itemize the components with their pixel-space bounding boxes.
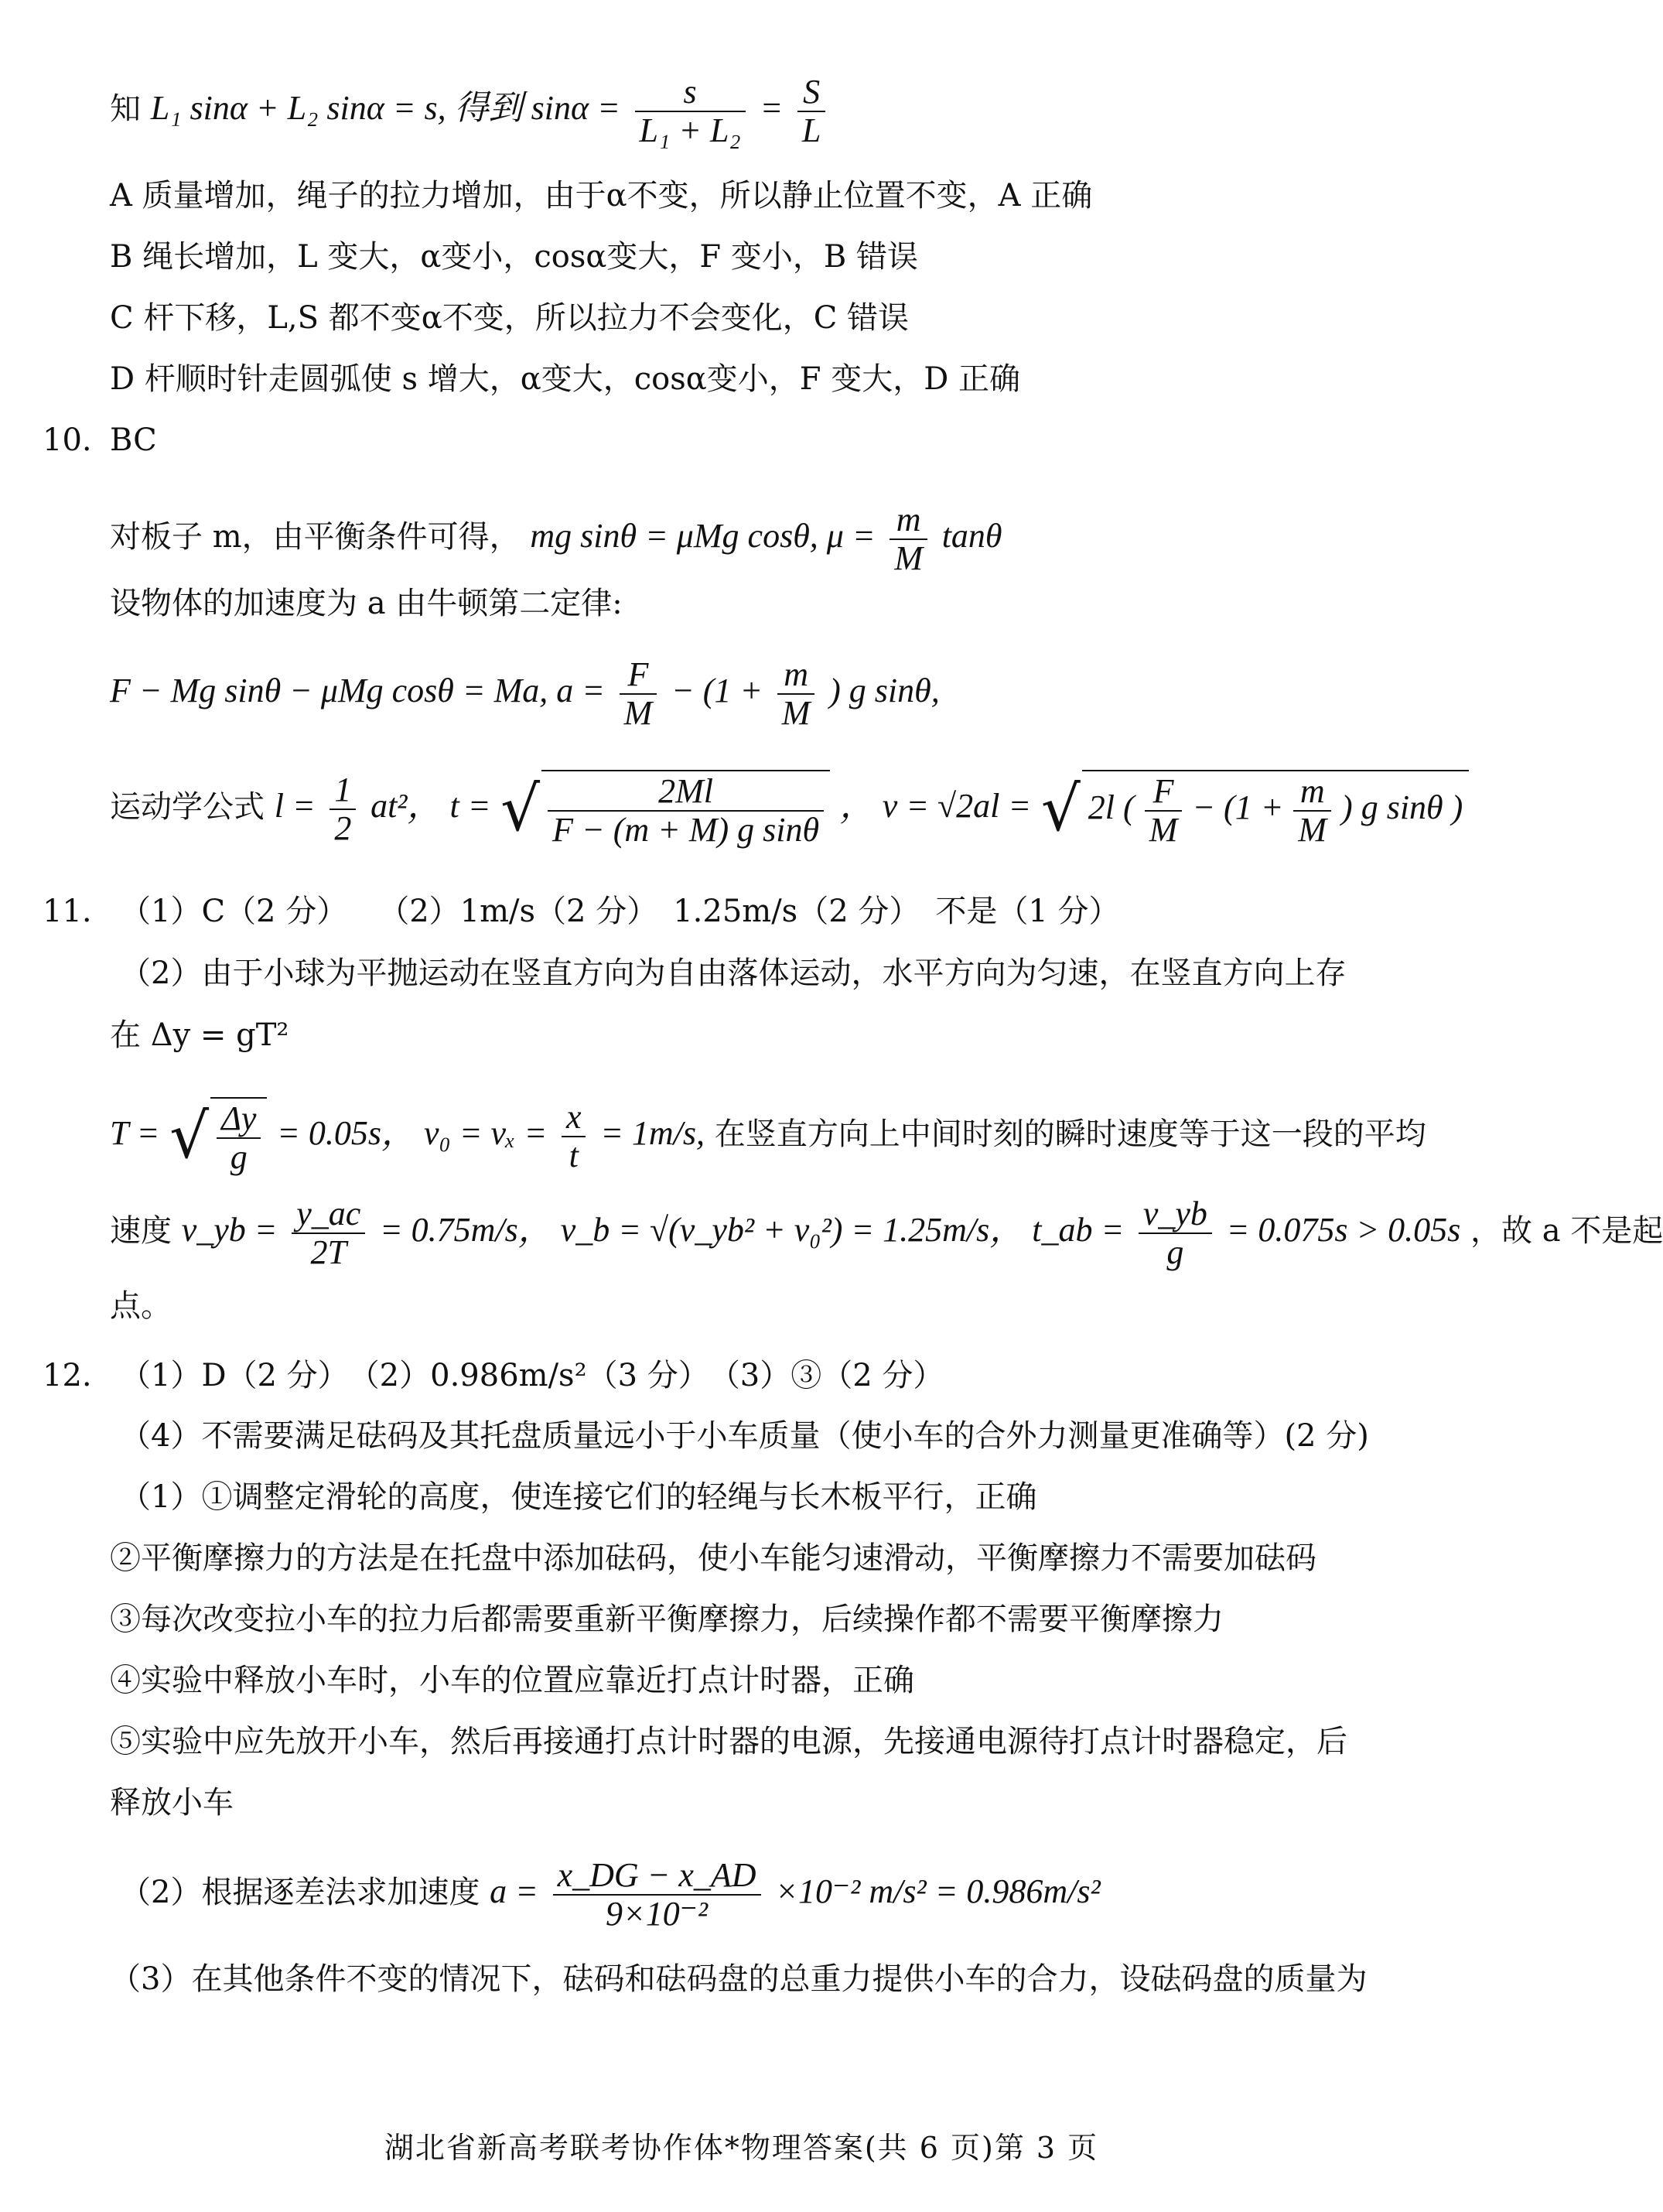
- q12-explain-6: 释放小车: [110, 1785, 234, 1821]
- q10-balance-line: [110, 501, 1002, 577]
- q11-tab-val: = 0.075s > 0.05s: [1226, 1211, 1461, 1249]
- q9-eq: =: [760, 89, 784, 127]
- q10-frac-half: [330, 771, 356, 847]
- q11-dy-num: Δy: [217, 1100, 261, 1139]
- q12-accel-text: （2）根据逐差法求加速度: [120, 1875, 480, 1910]
- q10-balance-text: 对板子 m，由平衡条件可得，: [110, 519, 521, 555]
- q11-velocity-line: [110, 1195, 1663, 1271]
- q12-explain-4: ④实验中释放小车时，小车的位置应靠近打点计时器，正确: [110, 1663, 914, 1698]
- sqrt-sign-icon: √: [169, 1100, 210, 1172]
- q11-v0-val: = 1m/s,: [600, 1114, 705, 1152]
- q10-number: 10.: [43, 422, 92, 458]
- q9-line1-prefix: 知: [110, 91, 141, 127]
- q10-sqrt-t: [541, 770, 830, 849]
- q10-frac-t: [548, 773, 824, 849]
- q10-frac-num: m: [890, 501, 927, 540]
- q11-frac-x-over-t: [562, 1099, 586, 1174]
- q11-T-eq: T =: [110, 1114, 160, 1152]
- q10-v-mid: − (1 +: [1192, 788, 1284, 827]
- q11-dy-den: g: [230, 1138, 248, 1176]
- q10-v-tail: ) g sinθ ): [1341, 788, 1463, 827]
- q10-balance-math: mg sinθ = μMg cosθ, μ =: [530, 517, 876, 555]
- q10-sqrt-v: [1082, 770, 1470, 849]
- q10-l3-frac-num: F: [620, 656, 657, 695]
- sqrt-sign-icon: √: [500, 773, 541, 845]
- q9-frac-S-over-L: [797, 74, 825, 149]
- q9-frac1-den: L₁ + L₂: [639, 111, 741, 149]
- q12-number: 12.: [43, 1358, 92, 1393]
- q10-frac-F-over-M-v: [1145, 773, 1183, 849]
- q12-a-eq: a =: [490, 1872, 538, 1910]
- q10-t-num: 2Ml: [548, 773, 824, 812]
- q12-answer-line: （1）D（2 分） （2）0.986m/s²（3 分） （3）③（2 分）: [120, 1358, 944, 1393]
- q11-vyb-num: v_yb: [1139, 1195, 1212, 1234]
- q10-v-frac-den: M: [1149, 811, 1178, 849]
- q9-frac-s-over-l1l2: [635, 74, 746, 149]
- q9-option-b: B 绳长增加，L 变大，α变小，cosα变大，F 变小，B 错误: [110, 239, 918, 275]
- q10-balance-tail: tanθ: [941, 517, 1002, 555]
- q9-option-d: D 杆顺时针走圆弧使 s 增大，α变大，cosα变小，F 变大，D 正确: [110, 361, 1021, 397]
- q10-kinematics-line: [110, 770, 1469, 849]
- q11-explain-end: 点。: [110, 1288, 172, 1324]
- q10-v-eq: ， v = √2al =: [839, 787, 1032, 825]
- q10-frac-m-over-M-v: [1293, 773, 1331, 849]
- q12-explain-2: ②平衡摩擦力的方法是在托盘中添加砝码，使小车能匀速滑动，平衡摩擦力不需要加砝码: [110, 1540, 1316, 1576]
- q11-explain-1: （2）由于小球为平抛运动在竖直方向为自由落体运动，水平方向为匀速，在竖直方向上存: [120, 956, 1347, 991]
- q11-conclusion-text: ，故 a 不是起: [1470, 1213, 1663, 1249]
- q12-diff-num: x_DG − x_AD: [553, 1857, 761, 1896]
- q10-v-frac2-num: m: [1293, 773, 1331, 812]
- q11-x-num: x: [562, 1099, 586, 1137]
- q11-explain-2: 在 Δy = gT²: [110, 1017, 289, 1053]
- q12-explain-5: ⑤实验中应先放开小车，然后再接通打点计时器的电源，先接通电源待打点计时器稳定，后: [110, 1724, 1347, 1759]
- q11-yac-num: y_ac: [292, 1195, 365, 1234]
- sqrt-sign-icon: √: [1040, 773, 1081, 845]
- q10-newton-formula: [110, 656, 940, 732]
- q10-half-den: 2: [334, 809, 352, 847]
- q10-newton-text: 设物体的加速度为 a 由牛顿第二定律:: [110, 586, 623, 621]
- q10-l3-frac-den: M: [623, 694, 653, 732]
- q12-frac-diff: [553, 1857, 761, 1933]
- q10-v-frac-num: F: [1145, 773, 1183, 812]
- q10-frac-m-over-M: [890, 501, 927, 577]
- q10-frac-m-over-M-2: [777, 656, 815, 732]
- q10-kinematics-text: 运动学公式: [110, 789, 265, 825]
- q10-v-pre: 2l (: [1088, 788, 1135, 827]
- q10-l3-frac2-num: m: [777, 656, 815, 695]
- q12-explain-7: （3）在其他条件不变的情况下，砝码和砝码盘的总重力提供小车的合力，设砝码盘的质量为: [110, 1961, 1368, 1997]
- q11-yac-den: 2T: [310, 1233, 347, 1271]
- page-footer: 湖北省新高考联考协作体*物理答案(共 6 页)第 3 页: [384, 2131, 1099, 2165]
- q9-frac2-den: L: [801, 111, 821, 149]
- q9-frac1-num: s: [635, 74, 746, 112]
- q12-explain-3: ③每次改变拉小车的拉力后都需要重新平衡摩擦力，后续操作都不需要平衡摩擦力: [110, 1602, 1224, 1637]
- q12-explain-1: （1）①调整定滑轮的高度，使连接它们的轻绳与长木板平行，正确: [120, 1479, 1037, 1515]
- q10-frac-den: M: [894, 539, 923, 577]
- q11-frac-vyb-over-g: [1139, 1195, 1212, 1271]
- q10-t-eq: at²， t =: [371, 787, 491, 825]
- q10-v-frac2-den: M: [1298, 811, 1327, 849]
- q12-answer-4: （4）不需要满足砝码及其托盘质量远小于小车质量（使小车的合外力测量更准确等）(2 分): [120, 1418, 1369, 1454]
- q10-l3-mid: − (1 +: [671, 672, 763, 709]
- q10-answer: BC: [110, 422, 157, 458]
- q11-midtime-text: 在竖直方向上中间时刻的瞬时速度等于这一段的平均: [714, 1116, 1426, 1152]
- q9-line1-math: L₁ sinα + L₂ sinα = s, 得到 sinα =: [150, 89, 620, 127]
- q11-number: 11.: [43, 894, 92, 929]
- q10-l3-frac2-den: M: [781, 694, 811, 732]
- q12-a-val: ×10⁻² m/s² = 0.986m/s²: [775, 1872, 1101, 1910]
- q10-l-eq: l =: [274, 787, 316, 825]
- q9-formula-line: [110, 74, 830, 149]
- q11-x-den: t: [569, 1137, 579, 1174]
- q11-vb-eq: = 0.75m/s， v_b = √(v_yb² + v₀²) = 1.25m/s， t_ab =: [379, 1211, 1125, 1249]
- q11-period-line: [110, 1097, 1426, 1176]
- q12-diff-den: 9×10⁻²: [606, 1895, 709, 1933]
- q9-option-a: A 质量增加，绳子的拉力增加，由于α不变，所以静止位置不变，A 正确: [110, 178, 1093, 214]
- q11-speed-label: 速度: [110, 1213, 172, 1249]
- q11-vyb-eq: v_yb =: [181, 1211, 278, 1249]
- q10-l3-tail: ) g sinθ,: [829, 672, 940, 709]
- q9-option-c: C 杆下移，L,S 都不变α不变，所以拉力不会变化，C 错误: [110, 300, 910, 336]
- q12-acceleration-line: [120, 1857, 1101, 1933]
- q11-answer-line: （1）C（2 分） （2）1m/s（2 分） 1.25m/s（2 分） 不是（1 分）: [120, 894, 1120, 929]
- q11-frac-dy-over-g: [217, 1100, 261, 1176]
- q10-t-den: F − (m + M) g sinθ: [552, 811, 820, 849]
- q10-frac-F-over-M: [620, 656, 657, 732]
- q11-vyb-den: g: [1166, 1233, 1184, 1271]
- q9-frac2-num: S: [797, 74, 825, 112]
- q11-sqrt-T: [210, 1097, 267, 1176]
- q11-frac-yac-over-2T: [292, 1195, 365, 1271]
- q10-half-num: 1: [330, 771, 356, 810]
- q10-newton-math: F − Mg sinθ − μMg cosθ = Ma, a =: [110, 672, 605, 709]
- q11-v0-eq: = 0.05s， v₀ = vₓ =: [277, 1114, 548, 1152]
